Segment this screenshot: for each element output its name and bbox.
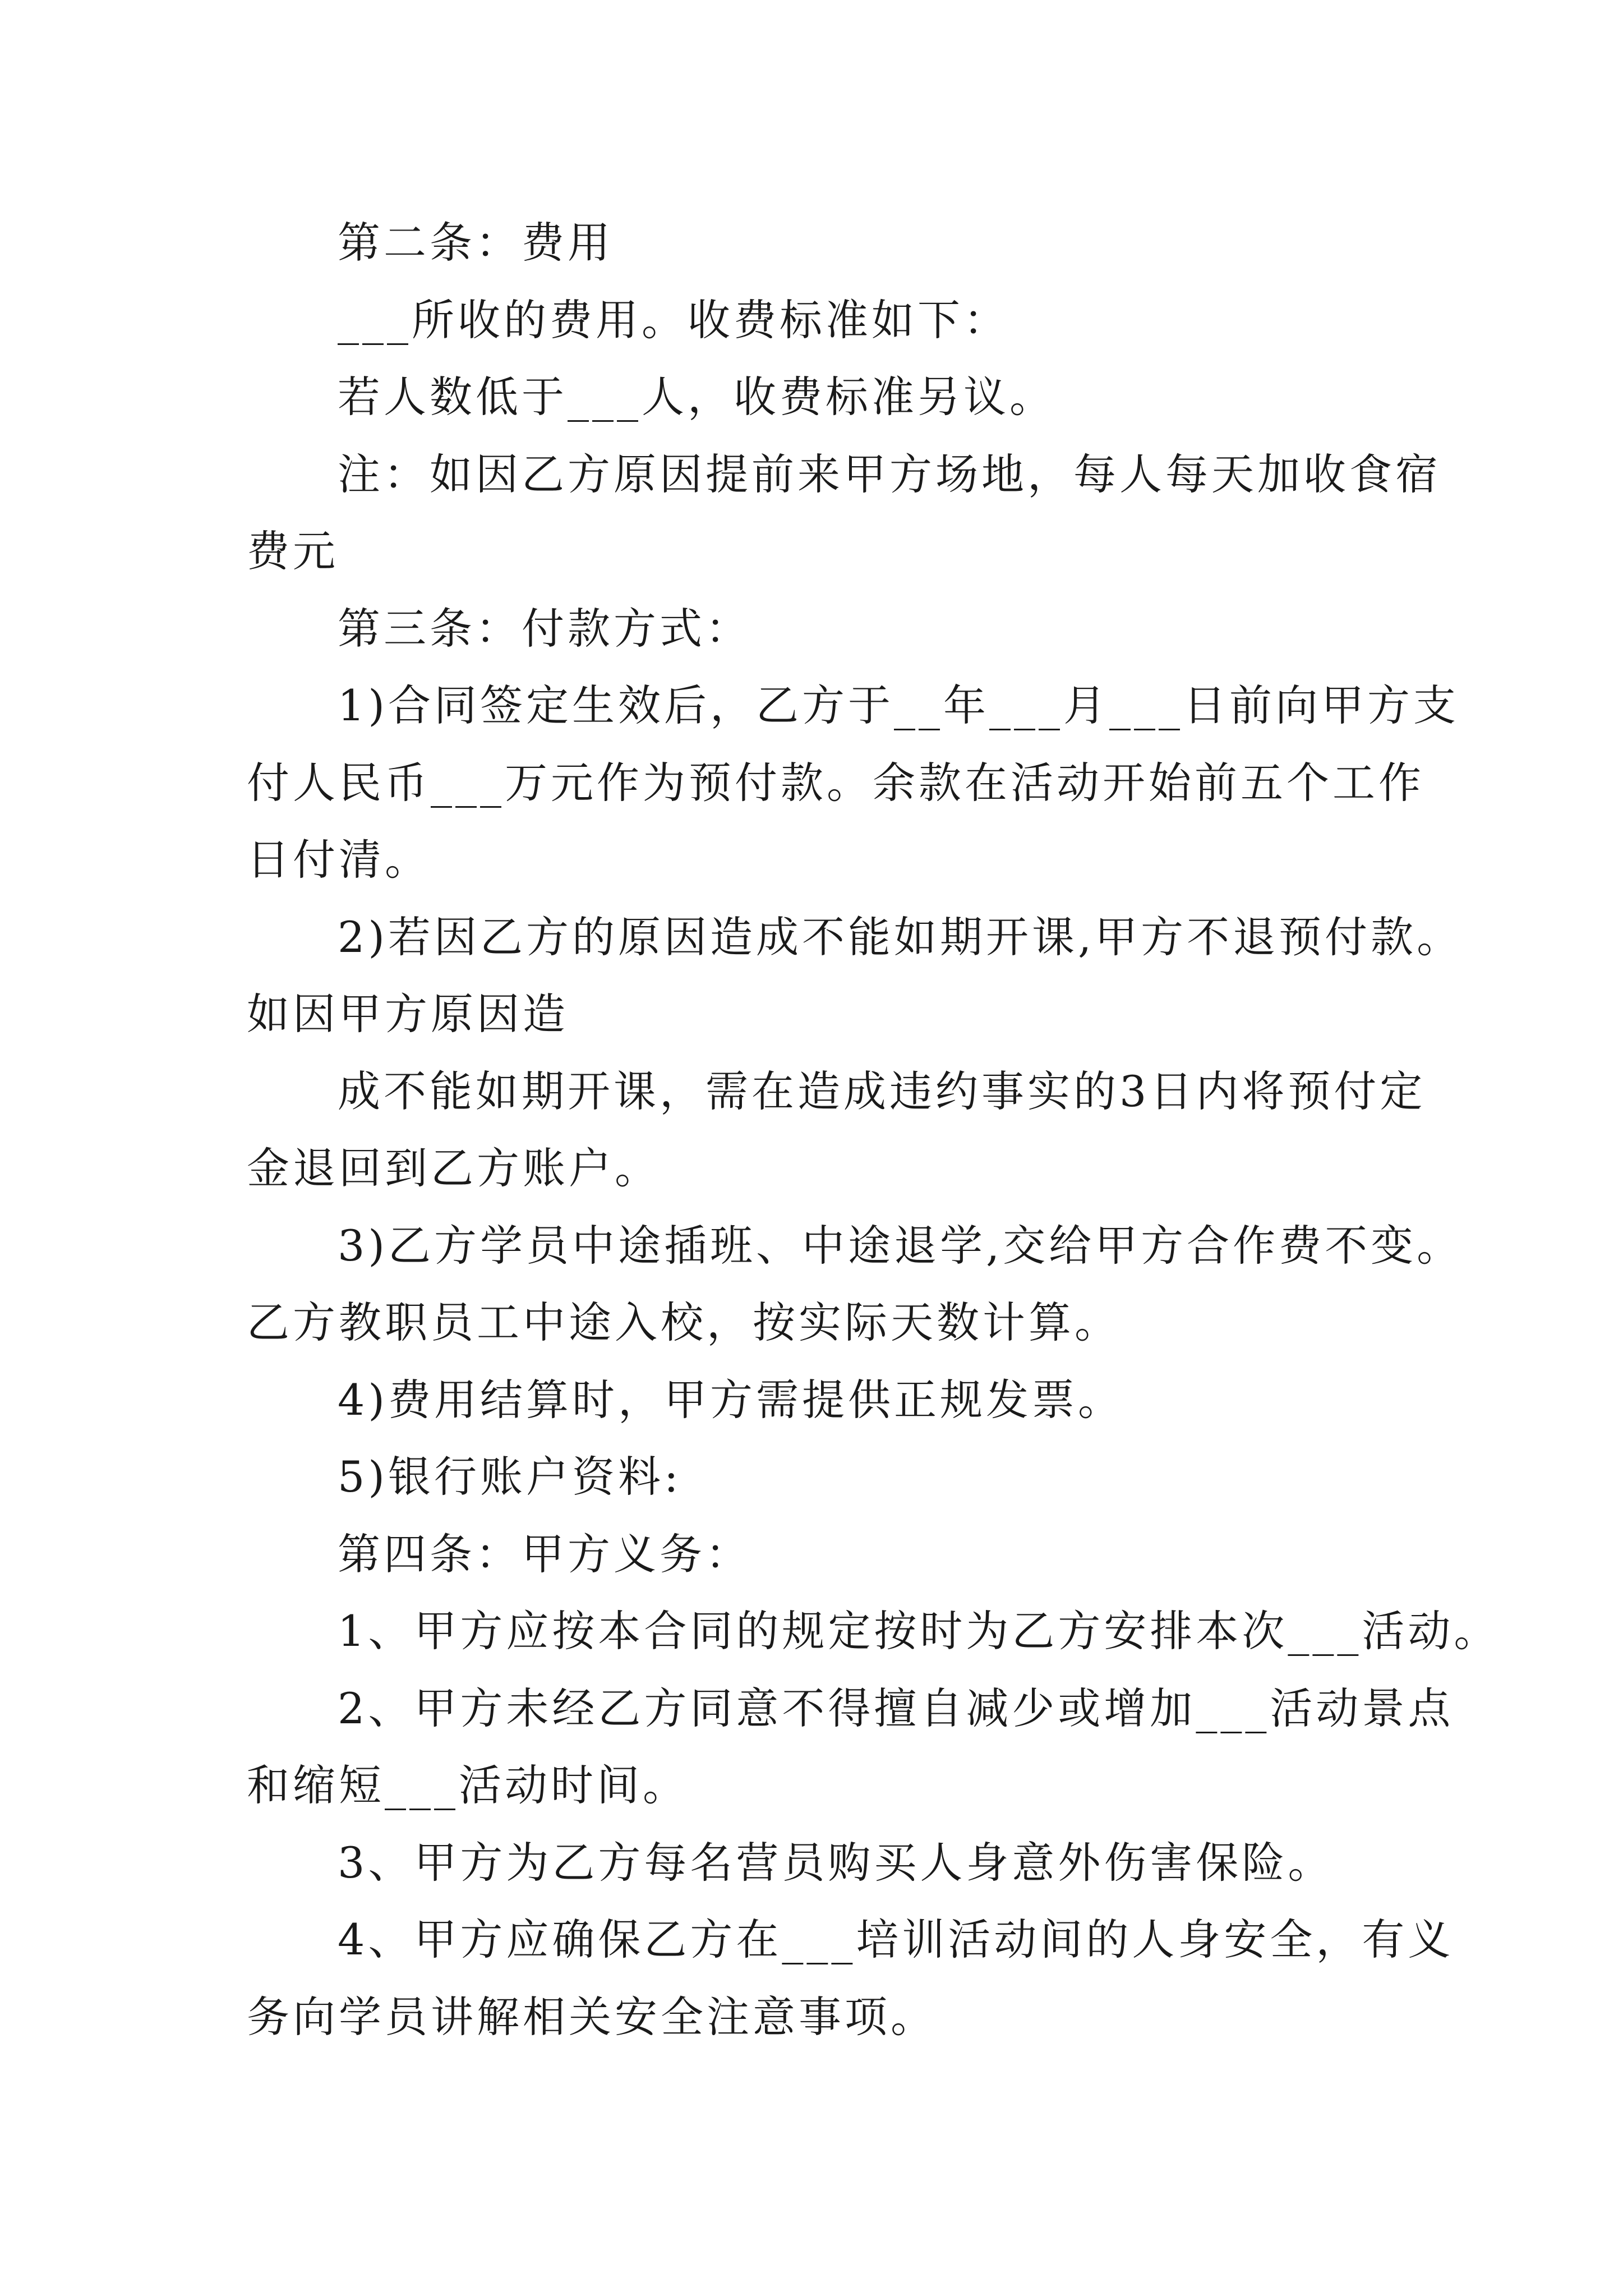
duty-4-line-1: 4、甲方应确保乙方在___培训活动间的人身安全，有义: [338, 1915, 1454, 1964]
payment-3-line-2: 乙方教职员工中途入校，按实际天数计算。: [247, 1297, 1121, 1347]
payment-2-line-2: 如因甲方原因造: [247, 989, 569, 1039]
duty-2-line-2: 和缩短___活动时间。: [247, 1760, 689, 1810]
fee-line: ___所收的费用。收费标准如下：: [338, 295, 1009, 345]
payment-4-line: 4)费用结算时，甲方需提供正规发票。: [338, 1375, 1124, 1425]
payment-1-line-1: 1)合同签定生效后，乙方于__年___月___日前向甲方支: [338, 680, 1460, 730]
payment-3-line-1: 3)乙方学员中途插班、中途退学,交给甲方合作费不变。: [338, 1221, 1463, 1271]
payment-2-line-3: 成不能如期开课，需在造成违约事实的3日内将预付定: [338, 1066, 1426, 1116]
note-line-2: 费元: [247, 526, 339, 576]
duty-4-line-2: 务向学员讲解相关安全注意事项。: [247, 1992, 937, 2042]
clause-3-heading: 第三条：付款方式：: [338, 604, 751, 654]
headcount-line: 若人数低于___人，收费标准另议。: [338, 372, 1055, 422]
note-line-1: 注：如因乙方原因提前来甲方场地，每人每天加收食宿: [338, 449, 1441, 499]
payment-2-line-1: 2)若因乙方的原因造成不能如期开课,甲方不退预付款。: [338, 912, 1463, 962]
duty-3-line: 3、甲方为乙方每名营员购买人身意外伤害保险。: [338, 1838, 1334, 1888]
payment-2-line-4: 金退回到乙方账户。: [247, 1143, 661, 1193]
duty-2-line-1: 2、甲方未经乙方同意不得擅自减少或增加___活动景点: [338, 1683, 1454, 1733]
clause-2-heading: 第二条：费用: [338, 218, 614, 268]
payment-1-line-2: 付人民币___万元作为预付款。余款在活动开始前五个工作: [247, 758, 1424, 808]
duty-1-line: 1、甲方应按本合同的规定按时为乙方安排本次___活动。: [338, 1606, 1500, 1656]
payment-5-line: 5)银行账户资料:: [338, 1452, 682, 1502]
payment-1-line-3: 日付清。: [247, 835, 431, 885]
clause-4-heading: 第四条：甲方义务：: [338, 1529, 751, 1579]
